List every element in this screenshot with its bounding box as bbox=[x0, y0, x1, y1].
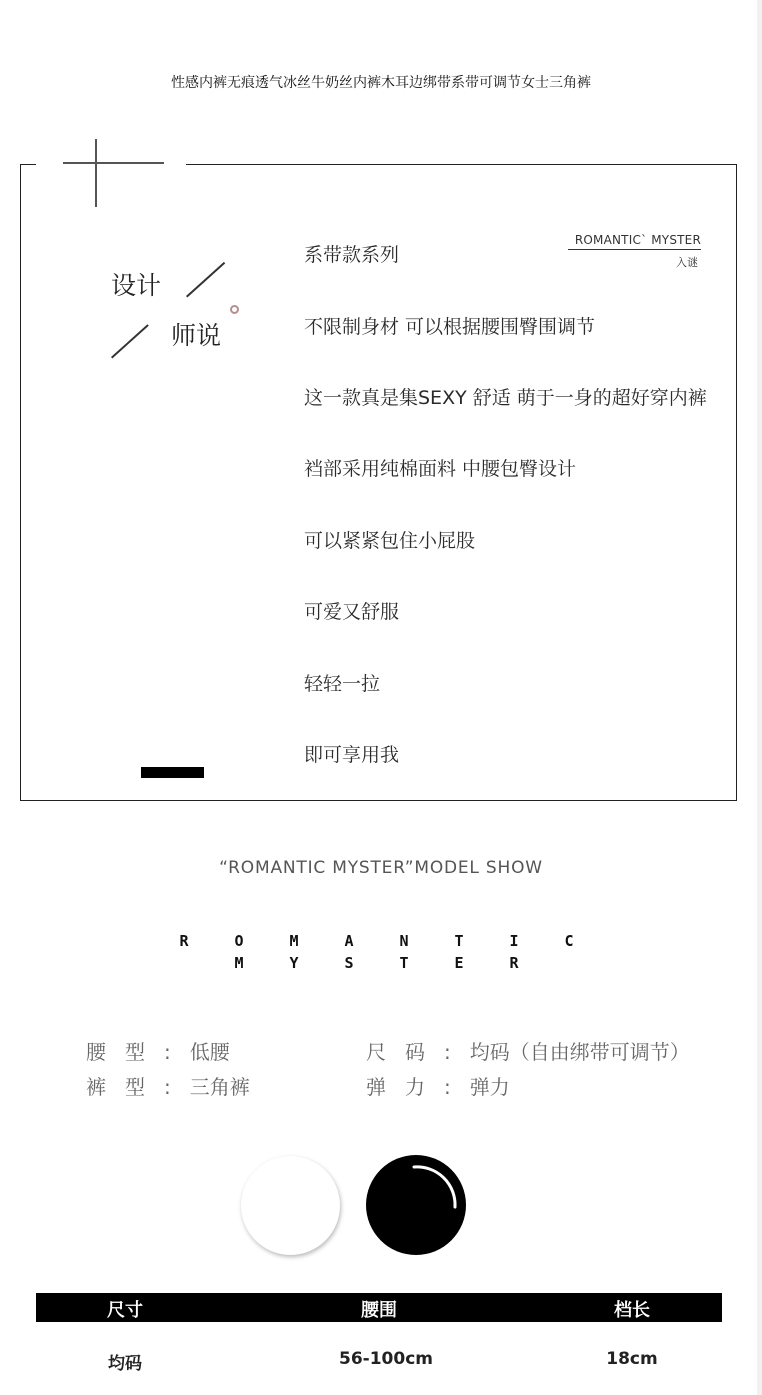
spec-elastic bbox=[366, 1071, 510, 1100]
spaced-letter: M bbox=[289, 932, 299, 950]
spec-size bbox=[366, 1036, 690, 1065]
designer-line: 轻轻一拉 bbox=[304, 673, 381, 695]
brand-underline bbox=[568, 249, 701, 250]
crosshair-horizontal bbox=[63, 162, 164, 164]
designer-line: 即可享用我 bbox=[304, 744, 400, 766]
spaced-letter: I bbox=[509, 932, 519, 950]
spaced-letter: T bbox=[399, 954, 409, 972]
table-cell: 56-100cm bbox=[339, 1349, 433, 1369]
ring-icon bbox=[230, 305, 239, 314]
designer-line: 不限制身材 可以根据腰围臀围调节 bbox=[304, 316, 596, 338]
spec-style bbox=[86, 1071, 250, 1100]
brand-name: ROMANTIC` MYSTER bbox=[574, 233, 701, 247]
crosshair-vertical bbox=[95, 139, 97, 207]
waist-header-cell: 腰围 bbox=[361, 1300, 397, 1321]
table-cell: 18cm bbox=[606, 1349, 658, 1369]
designer-line: 可以紧紧包住小屁股 bbox=[304, 530, 476, 552]
spaced-letter: R bbox=[179, 932, 189, 950]
designer-line: 系带款系列 bbox=[304, 244, 400, 266]
spaced-letter: T bbox=[454, 932, 464, 950]
spec-waist-type bbox=[86, 1036, 230, 1065]
product-title: 性感内裤无痕透气冰丝牛奶丝内裤木耳边绑带系带可调节女士三角裤 bbox=[171, 75, 591, 91]
model-show-heading: “ROMANTIC MYSTER”MODEL SHOW bbox=[219, 858, 543, 878]
spaced-letter: C bbox=[564, 932, 574, 950]
spaced-letter: S bbox=[344, 954, 354, 972]
spaced-letter: M bbox=[234, 954, 244, 972]
color-swatch-black[interactable] bbox=[366, 1155, 466, 1255]
spec-label: 裤型: bbox=[86, 1075, 190, 1099]
spec-value: 三角裤 bbox=[189, 1075, 250, 1099]
spec-value: 低腰 bbox=[189, 1040, 230, 1064]
spec-label: 弹力: bbox=[366, 1075, 470, 1099]
spec-label: 尺码: bbox=[366, 1040, 470, 1064]
size-header-cell: 尺寸 bbox=[107, 1300, 143, 1321]
spaced-letter: E bbox=[454, 954, 464, 972]
spaced-letter: R bbox=[509, 954, 519, 972]
accent-bar bbox=[141, 767, 204, 778]
spaced-letter: N bbox=[399, 932, 409, 950]
spec-label: 腰型: bbox=[86, 1040, 190, 1064]
spaced-letter: A bbox=[344, 932, 354, 950]
spaced-letter: Y bbox=[289, 954, 299, 972]
table-cell: 均码 bbox=[108, 1354, 142, 1374]
color-swatch-white[interactable] bbox=[241, 1156, 340, 1255]
designer-line: 这一款真是集SEXY 舒适 萌于一身的超好穿内裤 bbox=[304, 387, 707, 409]
designer-heading-part2: 师说 bbox=[171, 321, 222, 350]
designer-line: 可爱又舒服 bbox=[304, 601, 400, 623]
page-edge bbox=[757, 0, 762, 1395]
length-header-cell: 档长 bbox=[614, 1300, 650, 1321]
spec-value: 弹力 bbox=[469, 1075, 510, 1099]
designer-line: 裆部采用纯棉面料 中腰包臀设计 bbox=[304, 458, 577, 480]
spaced-letter: O bbox=[234, 932, 244, 950]
brand-subtitle: 入谜 bbox=[676, 256, 698, 269]
highlight-arc bbox=[366, 1155, 466, 1255]
spec-value: 均码（自由绑带可调节） bbox=[469, 1040, 690, 1064]
designer-heading-part1: 设计 bbox=[111, 271, 162, 300]
